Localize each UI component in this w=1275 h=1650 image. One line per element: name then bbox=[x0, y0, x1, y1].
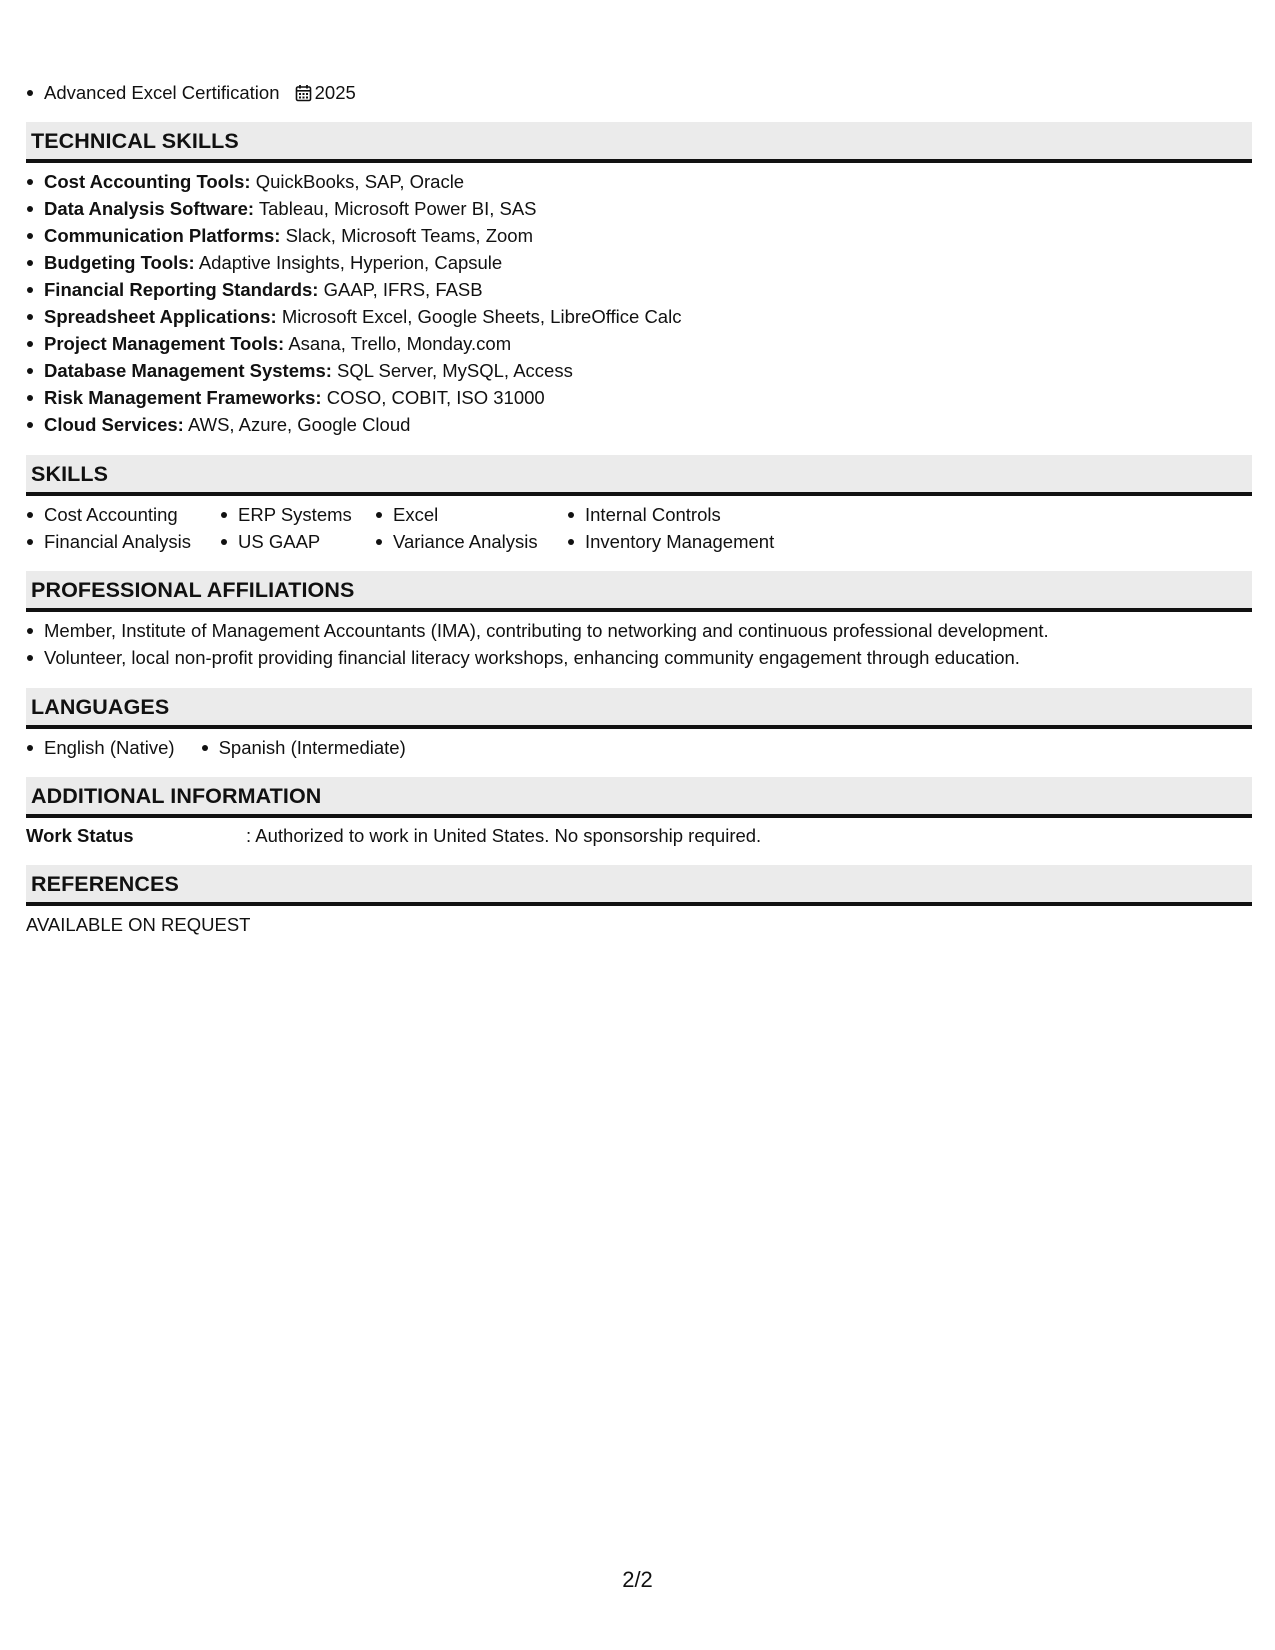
section-header bbox=[26, 122, 1252, 163]
technical-skills-list bbox=[26, 163, 1252, 438]
skill-value: Asana, Trello, Monday.com bbox=[288, 333, 512, 354]
section-title: LANGUAGES bbox=[31, 695, 170, 719]
list-item bbox=[26, 384, 1252, 411]
list-item bbox=[26, 222, 1252, 249]
list-item: Spanish (Intermediate) bbox=[201, 734, 406, 761]
skill-label: Spreadsheet Applications: bbox=[44, 306, 277, 327]
skills-section bbox=[26, 455, 1252, 555]
references-section bbox=[26, 865, 1252, 938]
skill-label: Financial Reporting Standards: bbox=[44, 279, 319, 300]
section-header bbox=[26, 688, 1252, 729]
skill-value: Microsoft Excel, Google Sheets, LibreOffice Calc bbox=[281, 306, 682, 327]
skill-label: Cloud Services: bbox=[44, 414, 184, 435]
skill-value: Adaptive Insights, Hyperion, Capsule bbox=[198, 252, 503, 273]
references-text: AVAILABLE ON REQUEST bbox=[26, 914, 251, 935]
list-item: US GAAP bbox=[220, 528, 375, 555]
certification-item bbox=[26, 79, 356, 106]
list-item bbox=[26, 195, 1252, 222]
skill-label: Database Management Systems: bbox=[44, 360, 332, 381]
list-item bbox=[26, 411, 1252, 438]
section-header bbox=[26, 455, 1252, 496]
list-item: ERP Systems bbox=[220, 501, 375, 528]
skill-value: SQL Server, MySQL, Access bbox=[337, 360, 573, 381]
info-value: : Authorized to work in United States. No sponsorship required. bbox=[246, 825, 762, 846]
additional-info-section bbox=[26, 777, 1252, 849]
page-number: 2/2 bbox=[622, 1567, 653, 1592]
certification-name: Advanced Excel Certification bbox=[44, 82, 280, 103]
skill-label: Budgeting Tools: bbox=[44, 252, 195, 273]
skill-value: QuickBooks, SAP, Oracle bbox=[255, 171, 465, 192]
affiliations-list bbox=[26, 612, 1252, 671]
section-header bbox=[26, 777, 1252, 818]
list-item: Inventory Management bbox=[567, 528, 807, 555]
list-item: Member, Institute of Management Accountants (IMA), contributing to networking and continuous professional development. bbox=[26, 617, 1252, 644]
section-title: TECHNICAL SKILLS bbox=[31, 129, 239, 153]
section-header bbox=[26, 865, 1252, 906]
skill-value: GAAP, IFRS, FASB bbox=[323, 279, 483, 300]
section-title: REFERENCES bbox=[31, 872, 179, 896]
list-item bbox=[26, 276, 1252, 303]
skill-value: Slack, Microsoft Teams, Zoom bbox=[285, 225, 533, 246]
list-item: Internal Controls bbox=[567, 501, 807, 528]
skill-value: Tableau, Microsoft Power BI, SAS bbox=[258, 198, 537, 219]
skill-value: COSO, COBIT, ISO 31000 bbox=[326, 387, 545, 408]
skill-label: Cost Accounting Tools: bbox=[44, 171, 251, 192]
skill-label: Communication Platforms: bbox=[44, 225, 281, 246]
languages-list bbox=[26, 729, 1252, 761]
skill-label: Project Management Tools: bbox=[44, 333, 285, 354]
languages-section bbox=[26, 688, 1252, 761]
affiliations-section bbox=[26, 571, 1252, 671]
section-title: PROFESSIONAL AFFILIATIONS bbox=[31, 578, 355, 602]
section-title: ADDITIONAL INFORMATION bbox=[31, 784, 322, 808]
list-item bbox=[26, 249, 1252, 276]
list-item: Financial Analysis bbox=[26, 528, 220, 555]
skill-label: Risk Management Frameworks: bbox=[44, 387, 322, 408]
info-key: Work Status bbox=[26, 825, 134, 846]
list-item bbox=[26, 303, 1252, 330]
list-item bbox=[26, 330, 1252, 357]
technical-skills-section bbox=[26, 122, 1252, 438]
list-item: Variance Analysis bbox=[375, 528, 567, 555]
list-item: English (Native) bbox=[26, 734, 175, 761]
skill-value: AWS, Azure, Google Cloud bbox=[187, 414, 411, 435]
list-item bbox=[26, 168, 1252, 195]
section-header bbox=[26, 571, 1252, 612]
section-title: SKILLS bbox=[31, 462, 109, 486]
certification-list bbox=[26, 79, 356, 106]
list-item: Volunteer, local non-profit providing financial literacy workshops, enhancing community engagement through education. bbox=[26, 644, 1252, 671]
list-item: Cost Accounting bbox=[26, 501, 220, 528]
work-status-row bbox=[26, 818, 1252, 849]
skill-label: Data Analysis Software: bbox=[44, 198, 255, 219]
list-item: Excel bbox=[375, 501, 567, 528]
calendar-icon bbox=[295, 84, 312, 102]
skills-list bbox=[26, 496, 1252, 555]
certification-year: 2025 bbox=[314, 82, 356, 103]
list-item bbox=[26, 357, 1252, 384]
